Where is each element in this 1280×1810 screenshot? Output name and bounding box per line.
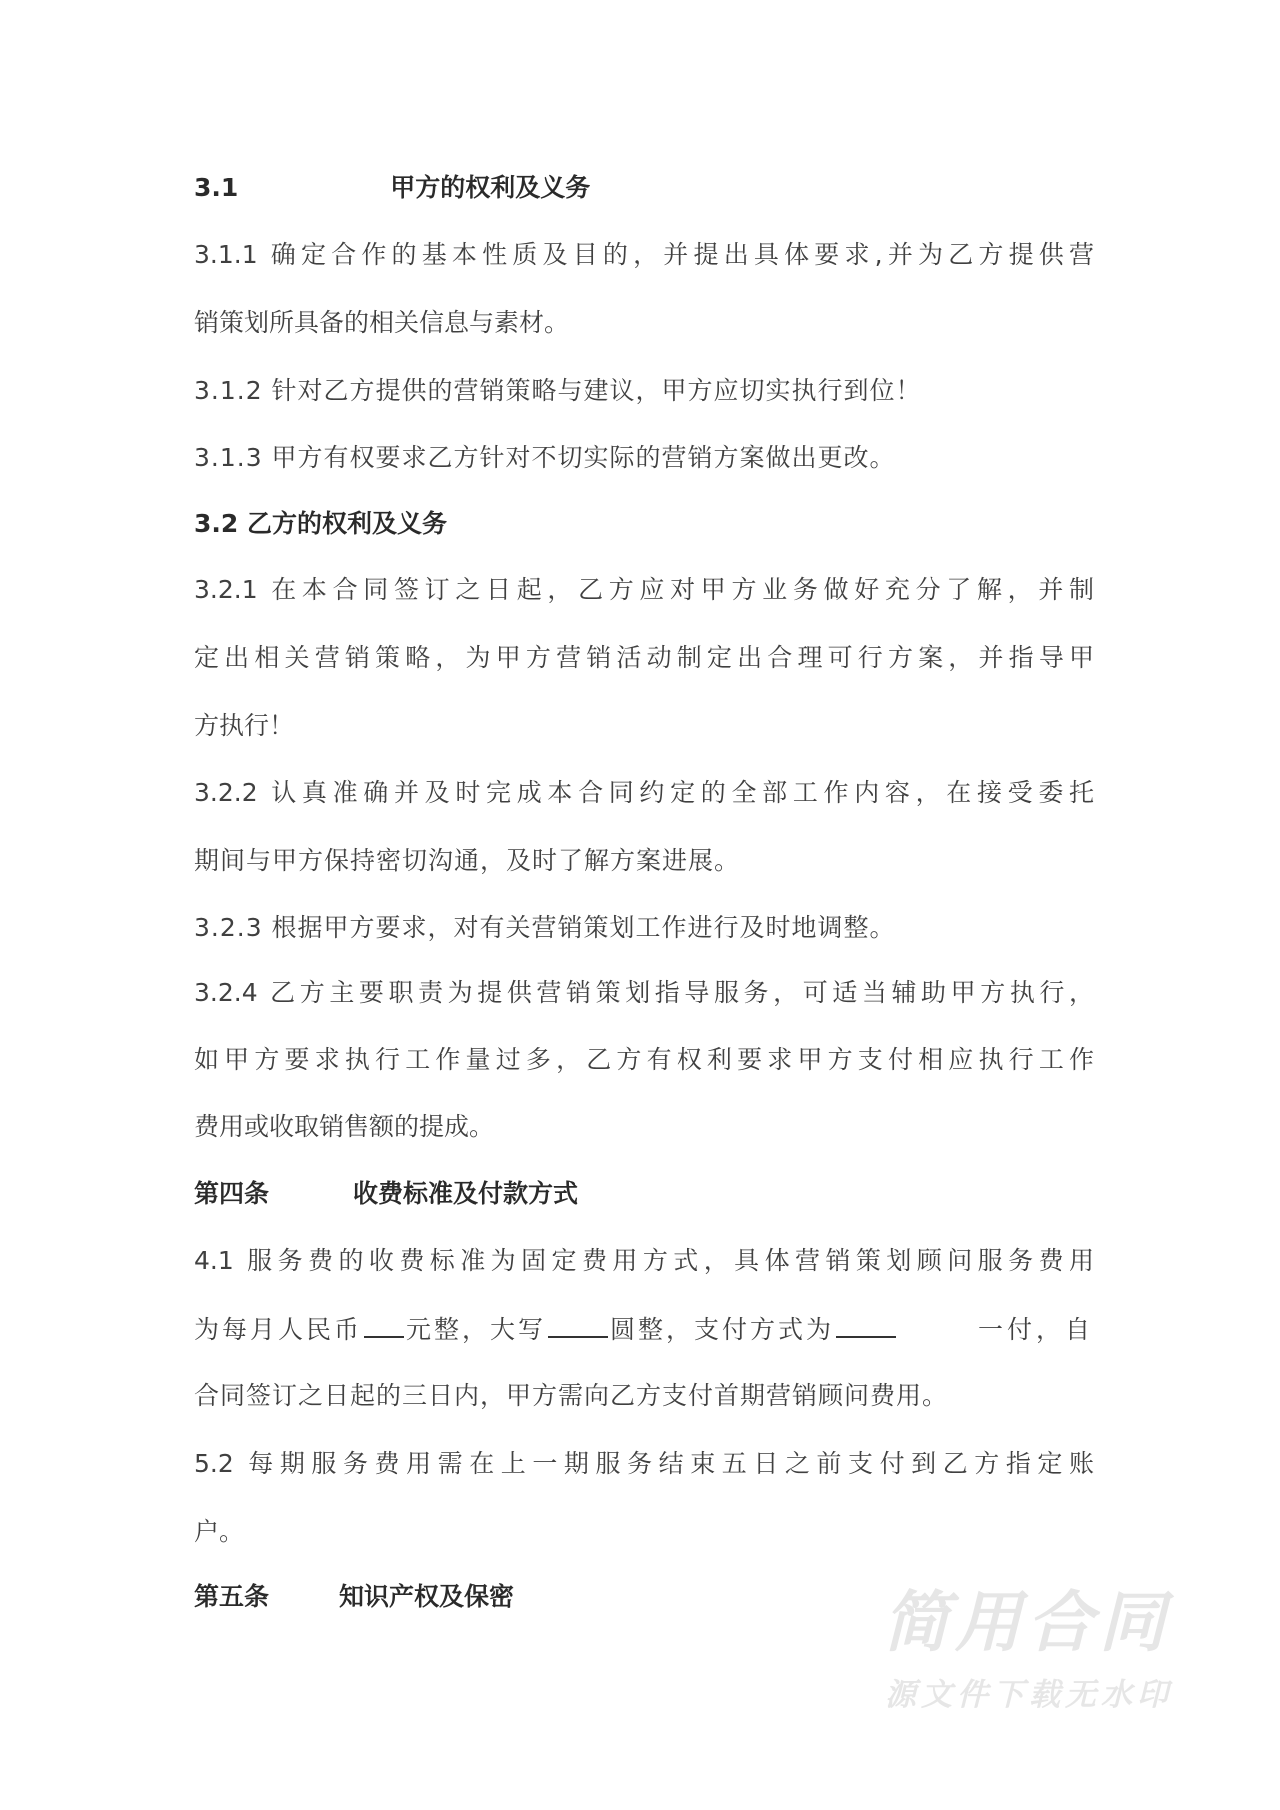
clause-4-1-line-2: [194, 1308, 1094, 1348]
article-label: 第五条: [194, 1582, 270, 1611]
clause-3-1-2: 3.1.2 针对乙方提供的营销策略与建议，甲方应切实执行到位！: [194, 376, 922, 405]
clause-3-1-3: 3.1.3 甲方有权要求乙方针对不切实际的营销方案做出更改。: [194, 443, 896, 472]
text-segment: 元整，大写: [406, 1315, 547, 1344]
clause-3-2-4-line-1: 3.2.4 乙方主要职责为提供营销策划指导服务，可适当辅助甲方执行，: [194, 978, 1094, 1007]
clause-3-1-1-line-2: 销策划所具备的相关信息与素材。: [194, 308, 570, 337]
clause-5-2-line-2: 户。: [194, 1517, 245, 1546]
clause-5-2-line-1: 5.2 每期服务费用需在上一期服务结束五日之前支付到乙方指定账: [194, 1449, 1094, 1478]
clause-3-2-1-line-3: 方执行！: [194, 711, 295, 740]
section-number: 3.1: [194, 173, 239, 202]
clause-3-2-2-line-2: 期间与甲方保持密切沟通，及时了解方案进展。: [194, 846, 741, 875]
section-title: 甲方的权利及义务: [390, 173, 591, 202]
article-title: 收费标准及付款方式: [353, 1179, 579, 1208]
text-segment: 圆整，支付方式为: [610, 1315, 835, 1344]
article-title: 知识产权及保密: [339, 1582, 515, 1611]
article-label: 第四条: [194, 1179, 270, 1208]
clause-3-1-1-line-1: 3.1.1 确定合作的基本性质及目的，并提出具体要求,并为乙方提供营: [194, 240, 1094, 269]
clause-3-2-4-line-3: 费用或收取销售额的提成。: [194, 1112, 495, 1141]
amount-blank-field[interactable]: [364, 1308, 404, 1338]
clause-4-1-line-1: 4.1 服务费的收费标准为固定费用方式，具体营销策划顾问服务费用: [194, 1246, 1094, 1275]
watermark-tagline: 源文件下载无水印: [885, 1677, 1173, 1713]
amount-in-words-blank-field[interactable]: [548, 1308, 608, 1338]
clause-3-2-4-line-2: 如甲方要求执行工作量过多，乙方有权利要求甲方支付相应执行工作: [194, 1045, 1094, 1074]
section-3-2-heading: 3.2 乙方的权利及义务: [194, 509, 447, 538]
text-segment: 为每月人民币: [194, 1315, 363, 1344]
section-3-1-heading: [194, 168, 1094, 208]
payment-period-blank-field[interactable]: [836, 1308, 896, 1338]
clause-3-2-2-line-1: 3.2.2 认真准确并及时完成本合同约定的全部工作内容，在接受委托: [194, 778, 1094, 807]
clause-3-2-1-line-2: 定出相关营销策略，为甲方营销活动制定出合理可行方案，并指导甲: [194, 643, 1094, 672]
clause-3-2-1-line-1: 3.2.1 在本合同签订之日起，乙方应对甲方业务做好充分了解，并制: [194, 575, 1094, 604]
article-4-heading: [194, 1174, 1094, 1214]
watermark-brand: 简用合同: [883, 1584, 1171, 1661]
text-segment: 一付，自: [977, 1315, 1094, 1344]
clause-4-1-line-3: 合同签订之日起的三日内，甲方需向乙方支付首期营销顾问费用。: [194, 1381, 949, 1410]
clause-3-2-3: 3.2.3 根据甲方要求，对有关营销策划工作进行及时地调整。: [194, 913, 896, 942]
